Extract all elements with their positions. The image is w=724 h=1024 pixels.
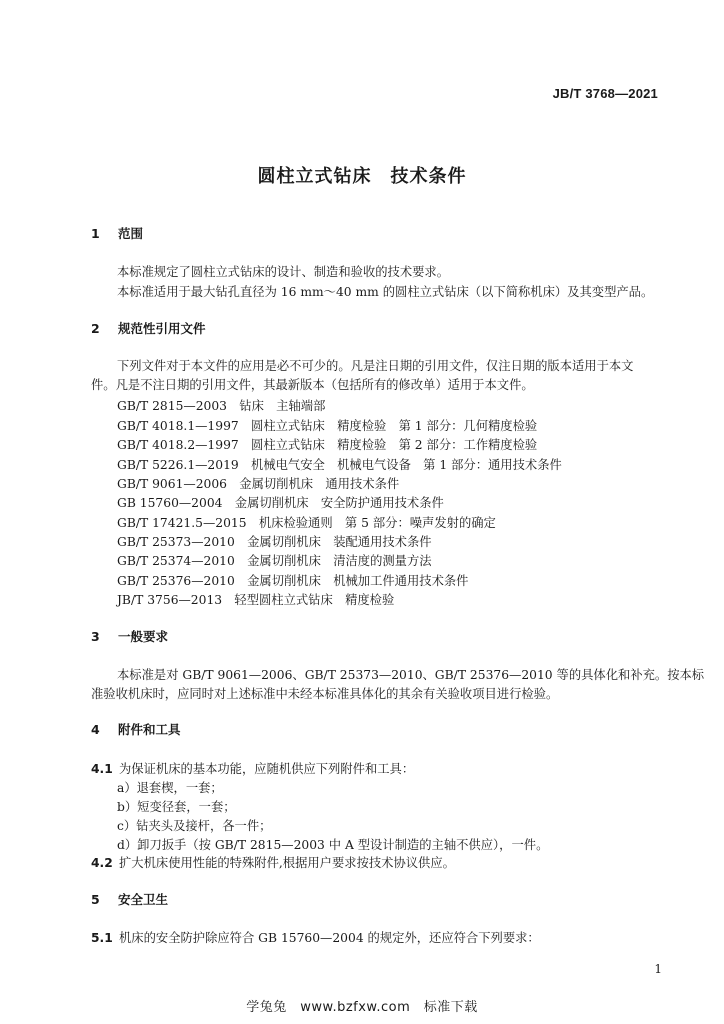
section-3-heading [91,627,168,645]
reference-item: JB/T 3756—2013 轻型圆柱立式钻床 精度检验 [117,593,395,607]
section-number: 4 [91,722,100,737]
reference-item: GB/T 4018.1—1997 圆柱立式钻床 精度检验 第 1 部分：几何精度检验 [117,419,538,433]
clause-text: 为保证机床的基本功能，应随机供应下列附件和工具： [119,762,415,776]
section-number: 5 [91,892,100,907]
clause-5-1 [91,928,540,946]
section-2-heading [91,319,206,337]
list-item: c）钻夹头及接杆，各一件； [117,819,272,833]
section-title: 规范性引用文件 [118,321,206,336]
section-5-heading [91,890,168,908]
clause-text: 扩大机床使用性能的特殊附件,根据用户要求按技术协议供应。 [119,856,455,870]
clause-4-2 [91,853,455,871]
reference-item: GB/T 25376—2010 金属切削机床 机械加工件通用技术条件 [117,574,469,588]
paragraph: 本标准是对 GB/T 9061—2006、GB/T 25373—2010、GB/T 25376—2010 等的具体化和补充。按本标 [117,668,705,682]
paragraph: 本标准规定了圆柱立式钻床的设计、制造和验收的技术要求。 [117,265,450,279]
list-item: b）短变径套，一套； [117,800,236,814]
clause-number: 5.1 [91,931,113,945]
document-title: 圆柱立式钻床 技术条件 [257,166,467,187]
clause-text: 机床的安全防护除应符合 GB 15760—2004 的规定外，还应符合下列要求： [119,931,540,945]
paragraph: 本标准适用于最大钻孔直径为 16 mm～40 mm 的圆柱立式钻床（以下简称机床）及其变型产品。 [117,285,654,299]
section-1-heading [91,224,143,242]
reference-item: GB/T 2815—2003 钻床 主轴端部 [117,399,326,413]
standard-number: JB/T 3768—2021 [552,86,658,101]
paragraph: 件。凡是不注日期的引用文件，其最新版本（包括所有的修改单）适用于本文件。 [91,378,534,392]
section-4-heading [91,720,181,738]
section-number: 3 [91,629,100,644]
reference-item: GB/T 25373—2010 金属切削机床 装配通用技术条件 [117,535,432,549]
reference-item: GB 15760—2004 金属切削机床 安全防护通用技术条件 [117,496,444,510]
clause-number: 4.2 [91,856,113,870]
paragraph: 下列文件对于本文件的应用是必不可少的。凡是注日期的引用文件，仅注日期的版本适用于本文 [117,359,634,373]
reference-item: GB/T 9061—2006 金属切削机床 通用技术条件 [117,477,400,491]
reference-item: GB/T 25374—2010 金属切削机床 清洁度的测量方法 [117,554,432,568]
reference-item: GB/T 17421.5—2015 机床检验通则 第 5 部分：噪声发射的确定 [117,516,496,530]
clause-number: 4.1 [91,762,113,776]
list-item: d）卸刀扳手（按 GB/T 2815—2003 中 A 型设计制造的主轴不供应），一件。 [117,838,549,852]
reference-item: GB/T 4018.2—1997 圆柱立式钻床 精度检验 第 2 部分：工作精度检验 [117,438,538,452]
page-number: 1 [654,962,662,976]
section-title: 附件和工具 [118,722,181,737]
list-item: a）退套楔，一套； [117,781,223,795]
section-title: 范围 [118,226,144,241]
reference-item: GB/T 5226.1—2019 机械电气安全 机械电气设备 第 1 部分：通用技术条件 [117,458,562,472]
section-number: 2 [91,321,100,336]
section-title: 一般要求 [118,629,169,644]
clause-4-1 [91,759,414,777]
footer-watermark: 学兔兔 www.bzfxw.com 标准下载 [246,1000,478,1015]
section-title: 安全卫生 [118,892,169,907]
paragraph: 准验收机床时，应同时对上述标准中未经本标准具体化的其余有关验收项目进行检验。 [91,687,559,701]
section-number: 1 [91,226,100,241]
